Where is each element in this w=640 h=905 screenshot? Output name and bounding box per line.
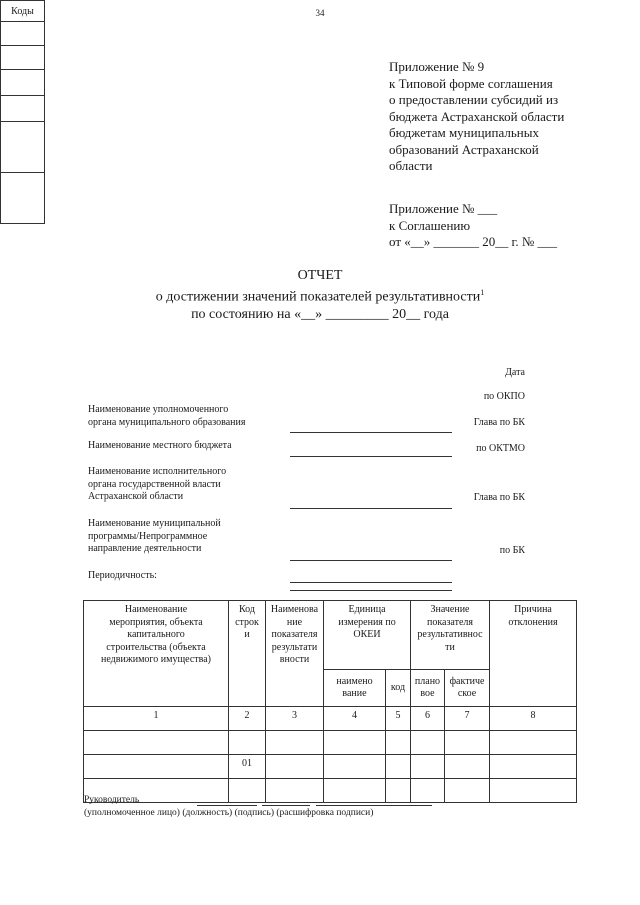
code-cell-bk1[interactable] [1,70,45,96]
header-line: вание [342,688,367,699]
header-line: фактиче [449,675,485,687]
column-number: 3 [266,707,324,731]
table-cell[interactable] [386,755,411,779]
header-event [84,601,229,707]
agreement-appendix [389,201,557,251]
field-periodicity-2[interactable] [290,590,452,591]
table-row [84,755,577,779]
table-cell[interactable] [266,779,324,803]
appendix-line: к Типовой форме соглашения [389,75,553,91]
header-plan [411,670,445,707]
header-line: отклонения [508,616,558,628]
agreement-line: Приложение № ___ [389,201,498,216]
label-okpo: по ОКПО [483,391,525,402]
label-line: направление деятельности [88,543,202,554]
indicators-table [83,600,577,803]
label-line: Наименование исполнительного [88,466,227,477]
column-number-row [84,707,577,731]
appendix-line: образований Астраханской [389,141,539,157]
title-line [0,284,640,306]
label-line: программы/Непрограммное [88,530,208,542]
agreement-line: к Соглашению [389,217,471,233]
label-line: Наименование уполномоченного [88,404,229,415]
header-line: плано [414,675,441,687]
table-cell[interactable] [490,755,577,779]
table-cell[interactable] [229,731,266,755]
header-unit [324,601,411,670]
footnote-mark: 1 [480,288,485,297]
header-line: ти [445,641,455,653]
header-line: наимено [336,675,373,687]
agreement-line: от «__» _______ 20__ г. № ___ [389,234,558,249]
header-line: строительства (объекта [106,641,206,653]
table-cell[interactable] [324,779,386,803]
field-local-budget[interactable] [290,456,452,457]
header-line: Значение [430,604,470,615]
signature-field-name[interactable] [316,805,432,806]
header-line: недвижимого имущества) [101,654,211,665]
code-cell-okpo[interactable] [1,46,45,70]
header-row-code [229,601,266,707]
field-authorized-body[interactable] [290,432,452,433]
footer-head-label: Руководитель [84,795,140,805]
column-number: 8 [490,707,577,731]
table-cell[interactable] [266,755,324,779]
table-cell[interactable] [229,779,266,803]
table-cell[interactable] [445,755,490,779]
table-cell[interactable] [324,731,386,755]
header-line: Наименова [270,604,319,615]
column-number: 2 [229,707,266,731]
header-line: и [244,629,250,640]
table-cell[interactable] [386,779,411,803]
label-local-budget [88,440,232,453]
header-line: измерения по [338,616,396,628]
table-cell[interactable] [490,779,577,803]
label-glava-bk-2: Глава по БК [473,492,525,503]
report-title [0,267,640,323]
header-line: ОКЕИ [353,629,381,640]
appendix-line: о предоставлении субсидий из [389,92,559,107]
title-text: о достижении значений показателей результативности [155,289,481,305]
table-cell[interactable] [411,755,445,779]
table-row [84,779,577,803]
header-line: Причина [514,604,552,615]
table-cell[interactable] [386,731,411,755]
appendix-line: бюджетам муниципальных [389,125,539,140]
table-cell[interactable] [445,731,490,755]
footer-legend: (уполномоченное лицо) (должность) (подпись) (расшифровка подписи) [84,808,374,818]
label-program [88,518,221,556]
field-periodicity[interactable] [290,582,452,583]
signature-field-position[interactable] [197,805,257,806]
label-bk: по БК [499,545,525,556]
header-line: капитального [127,629,185,640]
table-cell[interactable] [84,755,229,779]
field-executive-body[interactable] [290,508,452,509]
header-line: вое [420,688,435,699]
header-line: Единица [348,604,386,615]
table-cell[interactable] [411,779,445,803]
page-number: 34 [315,8,325,18]
header-line: код [390,681,406,693]
codes-table [0,0,45,224]
title-line: ОТЧЕТ [297,268,343,283]
field-program[interactable] [290,560,452,561]
header-line: результативнос [417,629,483,640]
header-line: Наименование [124,604,188,615]
header-line: показателя [271,629,318,640]
header-value [411,601,490,670]
table-cell[interactable] [490,731,577,755]
label-authorized-body [88,404,245,429]
signature-field-sign[interactable] [262,805,310,806]
column-number: 1 [84,707,229,731]
label-executive-body [88,466,226,504]
table-cell[interactable] [411,731,445,755]
header-reason [490,601,577,707]
code-cell-oktmo[interactable] [1,96,45,122]
table-cell[interactable] [266,731,324,755]
codes-header: Коды [1,1,45,22]
header-unit-name [324,670,386,707]
header-line: мероприятия, объекта [109,616,203,628]
label-oktmo: по ОКТМО [476,443,525,454]
code-cell-date[interactable] [1,22,45,46]
column-number: 6 [411,707,445,731]
table-cell[interactable] [84,731,229,755]
code-cell-bk3[interactable] [1,173,45,224]
header-indicator [266,601,324,707]
header-line: строк [235,616,259,628]
appendix-line: области [389,158,433,173]
label-periodicity: Периодичность: [88,570,157,581]
header-line: вности [279,654,310,665]
header-line: ское [457,688,477,699]
header-line: результати [271,641,318,653]
table-row [84,731,577,755]
header-line: ние [286,616,303,628]
header-unit-code [386,670,411,707]
column-number: 4 [324,707,386,731]
table-cell[interactable] [324,755,386,779]
label-line: Астраханской области [88,491,184,502]
row-code-cell: 01 [229,755,266,779]
column-number: 5 [386,707,411,731]
title-line: по состоянию на «__» _________ 20__ года [191,306,449,322]
label-line: органа муниципального образования [88,416,246,428]
appendix-line: бюджета Астраханской области [389,108,565,124]
table-cell[interactable] [445,779,490,803]
appendix-header [389,59,564,175]
header-line: показателя [426,616,474,628]
header-line: Код [239,604,255,615]
column-number: 7 [445,707,490,731]
label-line: Наименование местного бюджета [88,440,232,451]
header-fact [445,670,490,707]
label-line: Наименование муниципальной [88,518,221,529]
label-glava-bk-1: Глава по БК [473,417,525,428]
label-line: органа государственной власти [88,478,221,490]
code-cell-bk2[interactable] [1,122,45,173]
appendix-line: Приложение № 9 [389,59,485,74]
label-date: Дата [505,367,525,378]
